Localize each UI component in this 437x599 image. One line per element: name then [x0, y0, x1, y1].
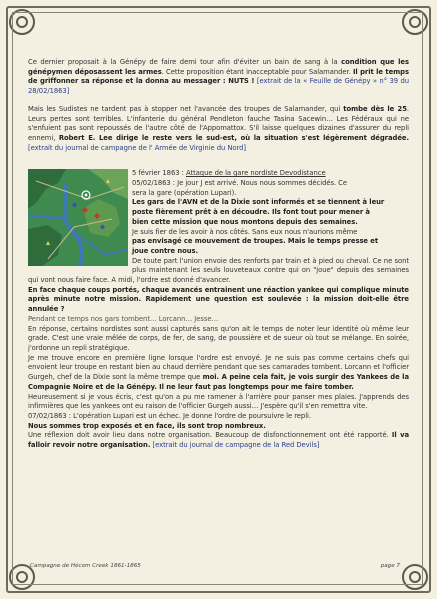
bold-text: Il prit le temps de griffonner sa réponse et la donna au messager : NUTS ! — [28, 67, 409, 86]
source-link[interactable]: [extrait de la « Feuille de Génépy » n° 39 du 28/02/1863] — [28, 77, 409, 96]
text: Je me trouve encore en première ligne lorsque l'ordre est envoyé. Je ne suis pas comme certains chefs qui envoient leur troupe en restant bien au chaud derrière pendant que ses camarades tombent. Lorcann et l'officier Gurgeh, chef de la Dixie sont la même trempe que — [28, 353, 409, 382]
bold-text: moi. A peine cela fait, je vois surgir des Yankees de la Compagnie Noire et de la Génépy. Il ne leur faut pas longtemps pour me faire tomber. — [28, 373, 409, 391]
paragraph-11 — [28, 431, 409, 450]
paragraph-5: Pendant ce temps nos gars tombent… Lorcann… Jesse… — [28, 314, 219, 323]
paragraph-7 — [28, 354, 409, 393]
footer-campaign-name: Campagne de Hécom Creek 1861-1865 — [30, 563, 141, 569]
wrap-line: bien cette mission que nous montons depuis des semaines. — [132, 217, 358, 226]
page-footer — [30, 563, 400, 569]
source-link[interactable]: [extrait du journal de campagne de la Red Devils] — [150, 441, 320, 450]
page-number: page 7 — [380, 563, 400, 569]
section-date: 5 février 1863 : — [132, 169, 184, 178]
paragraph-9: 07/02/1863 : L'opération Lupari est un échec. Je donne l'ordre de poursuivre le repli. — [28, 411, 311, 420]
bold-text: tombe dès le 25 — [343, 104, 407, 113]
bold-text: Robert E. Lee dirige le reste vers le sud-est, où la situation s'est légèrement dégradée. — [58, 133, 409, 142]
paragraph-4: En face chaque coups portés, chaque avancés entrainent une réaction yankee qui complique minute après minute notre mission. Rapidement une question est soulevée : la mission doit-elle être annulée ? — [28, 285, 409, 314]
paragraph-6: En réponse, certains nordistes sont aussi capturés sans qu'on ait le temps de noter leur identité où même leur grade. C'est une vraie mêlée de corps, de fer, de sang, de poussière et de sueur où tout se mélange. En soirée, j'ordonne un repli stratégique. — [28, 324, 409, 352]
paragraph-1 — [28, 58, 409, 97]
paragraph-3: De toute part l'union envoie des renforts par train et à pied ou cheval. Ce ne sont plus maintenant les seuls louveteaux contre qui on "joue" depuis des semaines qui vont nous faire face. A midi, l'ordre est donné d'avancer. — [28, 256, 409, 285]
paragraph-10: Nous sommes trop exposés et en face, ils sont trop nombreux. — [28, 421, 266, 430]
wrap-line: sera la gare (opération Lupari). — [132, 188, 237, 197]
wrap-line: poste fièrement prêt à en découdre. Ils font tout pour mener à — [132, 208, 370, 217]
wrap-line: Les gars de l'AVN et de la Dixie sont informés et se tiennent à leur — [132, 198, 385, 207]
section-title: Attaque de la gare nordiste Devodistance — [185, 169, 326, 178]
wrap-line: 05/02/1863 : Je jour J est arrivé. Nous nous sommes décidés. Ce — [132, 179, 348, 188]
wrap-line: Je suis fier de les avoir à nos côtés. Sans eux nous n'aurions même — [132, 227, 358, 236]
paragraph-2 — [28, 105, 409, 154]
text: . Leurs pertes sont terribles. L'infanterie du général Pendleton fauche Tasina Sacewin… Les Fédéraux qui ne s'enfuient pas sont repoussés de l'autre côté de l'Appomattox. S'il laisse quelques dizaines d'assurer du repli ennemi, — [28, 104, 409, 142]
section-station-attack — [28, 169, 409, 450]
wrap-line: pas envisagé ce mouvement de troupes. Mais le temps presse et — [132, 237, 379, 246]
text: Une réflexion doit avoir lieu dans notre organisation. Beaucoup de disfonctionnement ont été rapporté. — [28, 431, 392, 440]
text: Mais les Sudistes ne tardent pas à stopper net l'avancée des troupes de Salamander, qui — [28, 104, 344, 113]
document-body — [28, 58, 409, 451]
text: . Cette proposition étant inacceptable pour Salamander. — [161, 67, 353, 76]
bold-text: condition que les génépymen déposassent les armes — [28, 58, 409, 76]
source-link[interactable]: [extrait du journal de campagne de l' Armée de Virginie du Nord] — [28, 143, 247, 152]
battle-map-image — [28, 169, 128, 266]
paragraph-8: Heureusement si je vous écris, c'est qu'on a pu me ramener à l'arrière pour panser mes plaies. J'apprends des infirmières que les yankees ont eu raison de l'officier Gurgeh aussi… J'espère qu'il s'en remettra vite. — [28, 392, 409, 411]
text: Ce dernier proposait à la Génépy de faire demi tour afin d'éviter un bain de sang à la — [28, 58, 342, 66]
bold-text: Il va falloir revoir notre organisation. — [28, 431, 409, 450]
wrap-line: joue contre nous. — [132, 246, 199, 255]
